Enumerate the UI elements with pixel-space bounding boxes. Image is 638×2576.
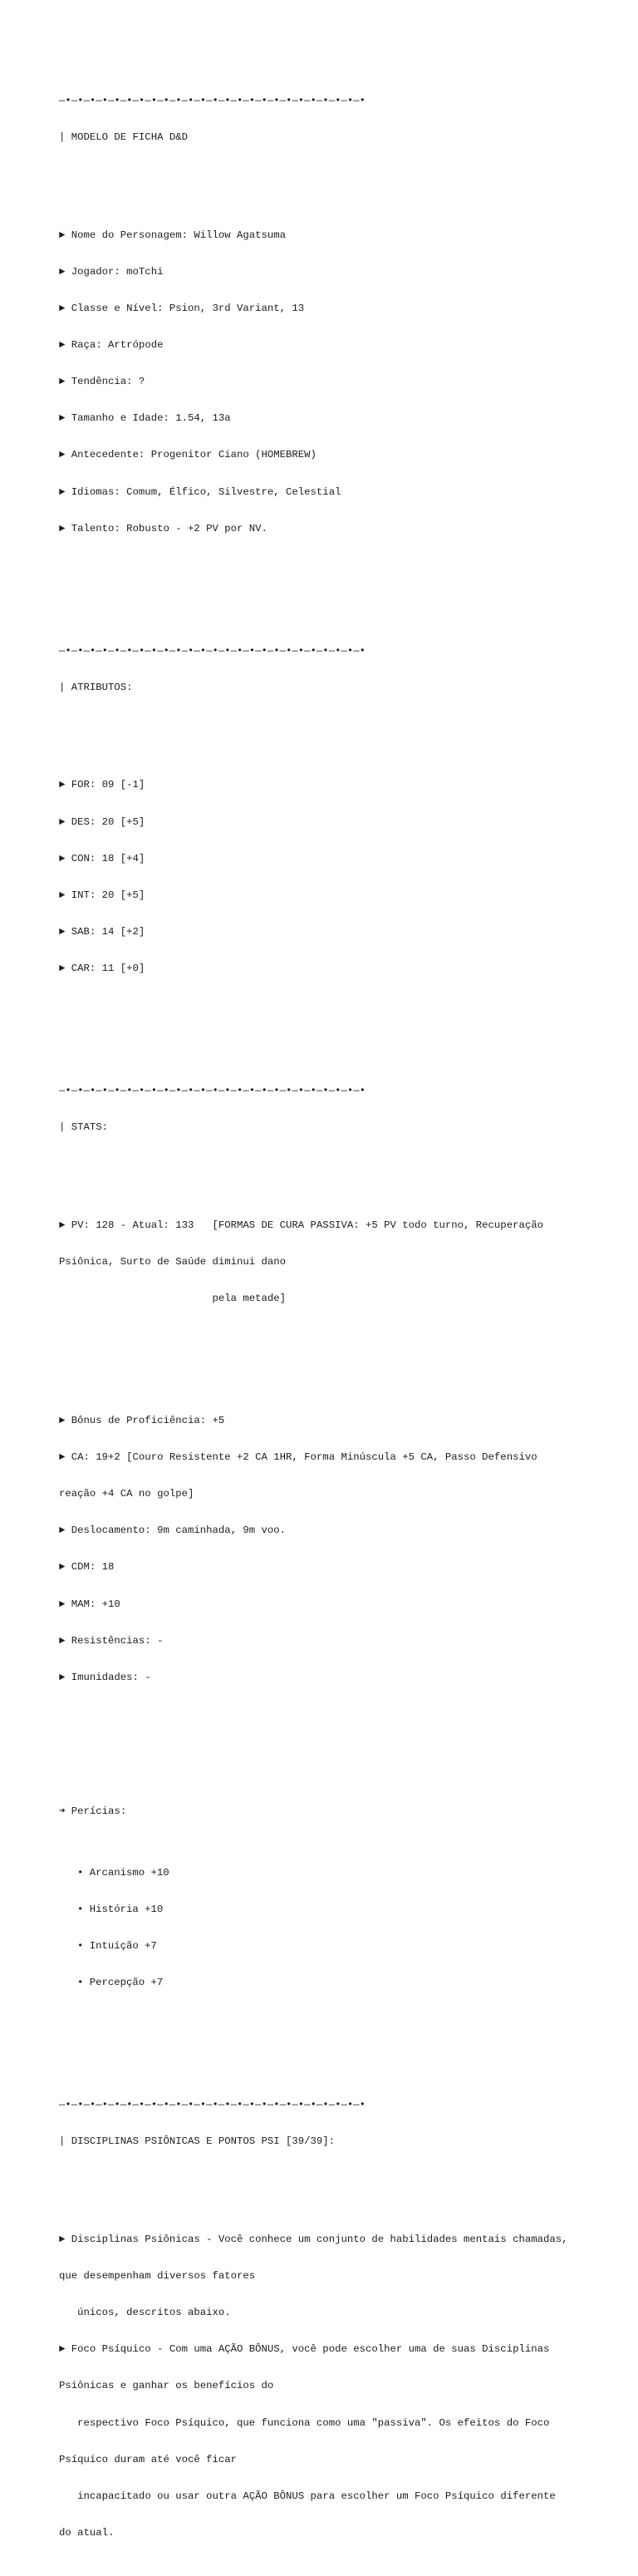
section-header-modelo: | MODELO DE FICHA D&D — [59, 131, 188, 144]
text-line: que desempenham diversos fatores — [59, 2270, 256, 2283]
list-item: ► CA: 19+2 [Couro Resistente +2 CA 1HR, Forma Minúscula +5 CA, Passo Defensivo — [59, 1451, 537, 1464]
list-item: ► FOR: 09 [-1] — [59, 779, 145, 791]
text-line: do atual. — [59, 2526, 115, 2539]
list-item: • História +10 — [77, 1904, 164, 1916]
list-item: ► INT: 20 [+5] — [59, 889, 145, 901]
list-item: ► Deslocamento: 9m caminhada, 9m voo. — [59, 1524, 287, 1537]
list-item: ► Bônus de Proficiência: +5 — [59, 1414, 225, 1426]
list-item: ► DES: 20 [+5] — [59, 815, 145, 828]
separator: —•—•—•—•—•—•—•—•—•—•—•—•—•—•—•—•—•—•—•—•—•—•—•—•—• — [59, 2099, 366, 2111]
list-item: ► Idiomas: Comum, Élfico, Silvestre, Celestial — [59, 485, 341, 498]
separator: —•—•—•—•—•—•—•—•—•—•—•—•—•—•—•—•—•—•—•—•—•—•—•—•—• — [59, 1085, 366, 1096]
pericias-list — [59, 1843, 582, 2014]
list-item: ► MAM: +10 — [59, 1598, 120, 1610]
text-line: ► Disciplinas Psiônicas - Você conhece um conjunto de habilidades mentais chamadas, — [59, 2234, 568, 2245]
list-item: reação +4 CA no golpe] — [59, 1488, 194, 1500]
list-item: ► SAB: 14 [+2] — [59, 925, 145, 938]
list-item: ► Tamanho e Idade: 1.54, 13a — [59, 412, 231, 425]
list-item: • Arcanismo +10 — [77, 1866, 169, 1879]
pericias-header: ➜ Perícias: — [59, 1805, 127, 1818]
atributos-list — [59, 755, 582, 999]
section-header-stats: | STATS: — [59, 1121, 109, 1134]
separator: —•—•—•—•—•—•—•—•—•—•—•—•—•—•—•—•—•—•—•—•—•—•—•—•—• — [59, 644, 366, 657]
list-item: ► CDM: 18 — [59, 1561, 115, 1574]
list-item: • Percepção +7 — [77, 1977, 164, 1989]
stats-list — [59, 1391, 582, 1708]
separator: —•—•—•—•—•—•—•—•—•—•—•—•—•—•—•—•—•—•—•—•—•—•—•—•—• — [59, 95, 366, 107]
list-item: ► Raça: Artrópode — [59, 339, 164, 352]
list-item: • Intuição +7 — [77, 1940, 157, 1953]
section-header-disciplinas: | DISCIPLINAS PSIÔNICAS E PONTOS PSI [39/39]: — [59, 2135, 336, 2148]
list-item: ► CAR: 11 [+0] — [59, 962, 145, 974]
list-item: ► Imunidades: - — [59, 1671, 151, 1683]
text-line: ► Foco Psíquico - Com uma AÇÃO BÔNUS, você pode escolher uma de suas Disciplinas — [59, 2343, 550, 2356]
list-item: ► Classe e Nível: Psion, 3rd Variant, 13 — [59, 303, 305, 315]
disciplinas-text — [59, 2209, 582, 2564]
list-item: ► Talento: Robusto - +2 PV por NV. — [59, 522, 267, 534]
pv-line: Psiônica, Surto de Saúde diminui dano — [59, 1255, 287, 1268]
modelo-list — [59, 204, 582, 559]
text-line: incapacitado ou usar outra AÇÃO BÔNUS para escolher um Foco Psíquico diferente — [59, 2490, 556, 2502]
list-item: ► Nome do Personagem: Willow Agatsuma — [59, 229, 287, 241]
text-line: Psíquico duram até você ficar — [59, 2453, 238, 2465]
pv-block — [59, 1194, 582, 1329]
text-line: respectivo Foco Psíquico, que funciona como uma "passiva". Os efeitos do Foco — [59, 2416, 550, 2429]
pv-line: ► PV: 128 - Atual: 133 [FORMAS DE CURA PASSIVA: +5 PV todo turno, Recuperação — [59, 1219, 543, 1231]
list-item: ► Jogador: moTchi — [59, 265, 164, 278]
text-line: Psiônicas e ganhar os benefícios do — [59, 2380, 274, 2392]
section-header-atributos: | ATRIBUTOS: — [59, 681, 133, 693]
text-line: únicos, descritos abaixo. — [59, 2307, 231, 2319]
list-item: ► Tendência: ? — [59, 376, 145, 388]
list-item: ► Resistências: - — [59, 1634, 164, 1647]
character-sheet — [59, 58, 582, 2576]
list-item: ► CON: 18 [+4] — [59, 852, 145, 864]
pv-line: pela metade] — [59, 1292, 287, 1304]
list-item: ► Antecedente: Progenitor Ciano (HOMEBREW) — [59, 449, 317, 461]
